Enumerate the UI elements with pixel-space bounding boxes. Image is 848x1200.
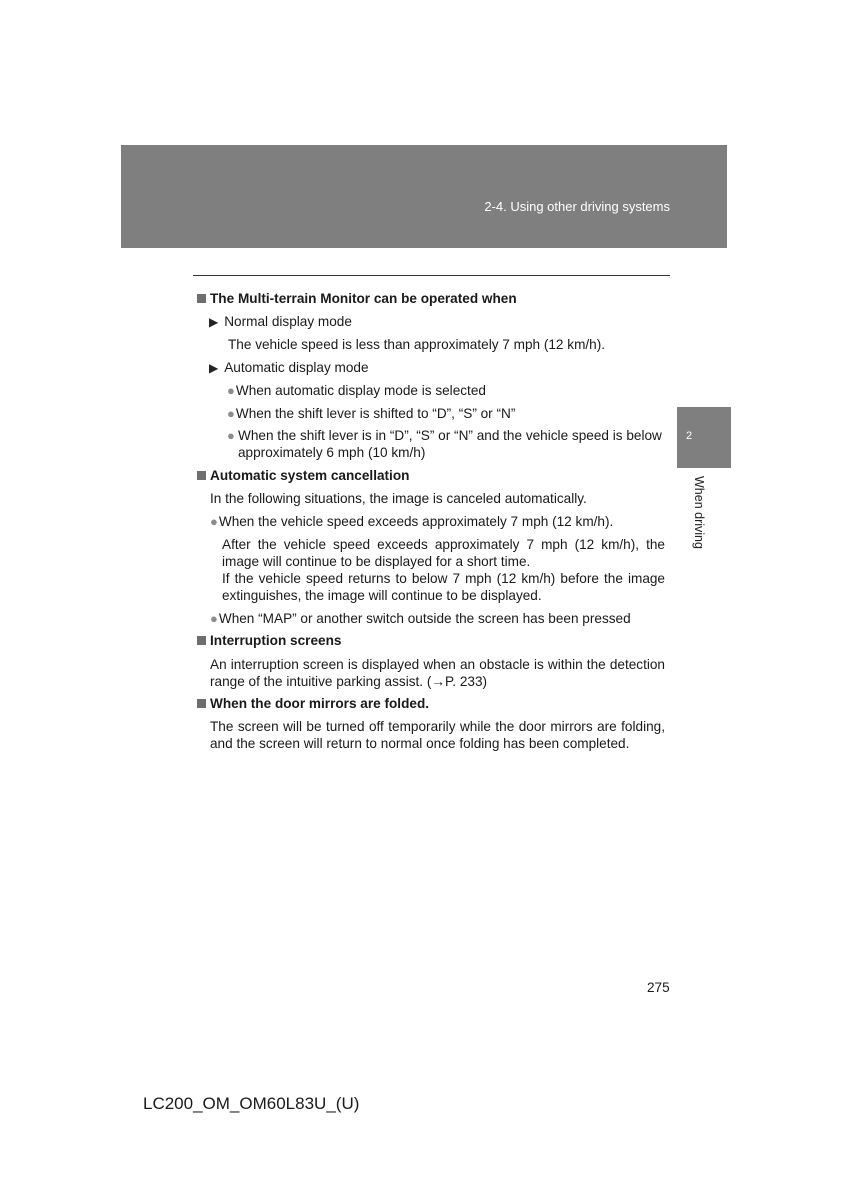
list-item	[210, 610, 631, 627]
section-body: An interruption screen is displayed when an obstacle is within the detection range of the intuitive parking assist. (→P. 233)	[210, 657, 665, 689]
circle-bullet-icon: ●	[227, 406, 235, 421]
square-bullet-icon	[197, 471, 206, 480]
top-rule	[193, 275, 670, 276]
header-band	[121, 145, 727, 248]
section-title: 2-4. Using other driving systems	[484, 199, 670, 214]
document-code: LC200_OM_OM60L83U_(U)	[143, 1094, 360, 1113]
mode-label: Normal display mode	[224, 314, 352, 329]
heading-text: When the door mirrors are folded.	[210, 696, 430, 711]
list-item	[227, 405, 515, 422]
square-bullet-icon	[197, 636, 206, 645]
circle-bullet-icon: ●	[210, 514, 218, 529]
chapter-label: When driving	[692, 476, 706, 549]
mode-item	[209, 359, 369, 377]
triangle-bullet-icon: ▶	[209, 361, 219, 375]
chapter-number: 2	[686, 430, 693, 442]
circle-bullet-icon: ●	[227, 383, 235, 398]
list-item-text: When the vehicle speed exceeds approximately 7 mph (12 km/h).	[218, 514, 614, 529]
page-number: 275	[647, 980, 670, 995]
list-item-text: When “MAP” or another switch outside the screen has been pressed	[218, 611, 631, 626]
list-item-text: When the shift lever is shifted to “D”, “S” or “N”	[235, 406, 516, 421]
list-item-text: When the shift lever is in “D”, “S” or “N” and the vehicle speed is below approximately 6 mph (10 km/h)	[238, 428, 662, 460]
list-item	[227, 382, 486, 399]
list-item	[210, 513, 613, 530]
section-heading	[197, 290, 517, 307]
detail-paragraph: If the vehicle speed returns to below 7 mph (12 km/h) before the image extinguishes, the image will continue to be displayed.	[222, 571, 665, 603]
circle-bullet-icon: ●	[227, 428, 235, 443]
heading-text: Interruption screens	[210, 633, 342, 648]
section-body: The screen will be turned off temporarily while the door mirrors are folding, and the screen will return to normal once folding has been completed.	[210, 719, 665, 751]
mode-description: The vehicle speed is less than approximately 7 mph (12 km/h).	[228, 337, 606, 352]
square-bullet-icon	[197, 294, 206, 303]
heading-text: Automatic system cancellation	[210, 468, 410, 483]
detail-paragraph: After the vehicle speed exceeds approximately 7 mph (12 km/h), the image will continue to be displayed for a short time.	[222, 537, 665, 569]
section-heading	[197, 467, 409, 484]
heading-text: The Multi-terrain Monitor can be operated when	[210, 291, 517, 306]
chapter-tab	[677, 407, 731, 468]
section-heading	[197, 695, 429, 712]
triangle-bullet-icon: ▶	[209, 315, 219, 329]
list-item	[227, 427, 665, 461]
section-intro: In the following situations, the image is canceled automatically.	[210, 491, 587, 506]
mode-label: Automatic display mode	[224, 360, 369, 375]
circle-bullet-icon: ●	[210, 611, 218, 626]
square-bullet-icon	[197, 699, 206, 708]
list-item-text: When automatic display mode is selected	[235, 383, 486, 398]
section-heading	[197, 632, 341, 649]
mode-item	[209, 313, 352, 331]
